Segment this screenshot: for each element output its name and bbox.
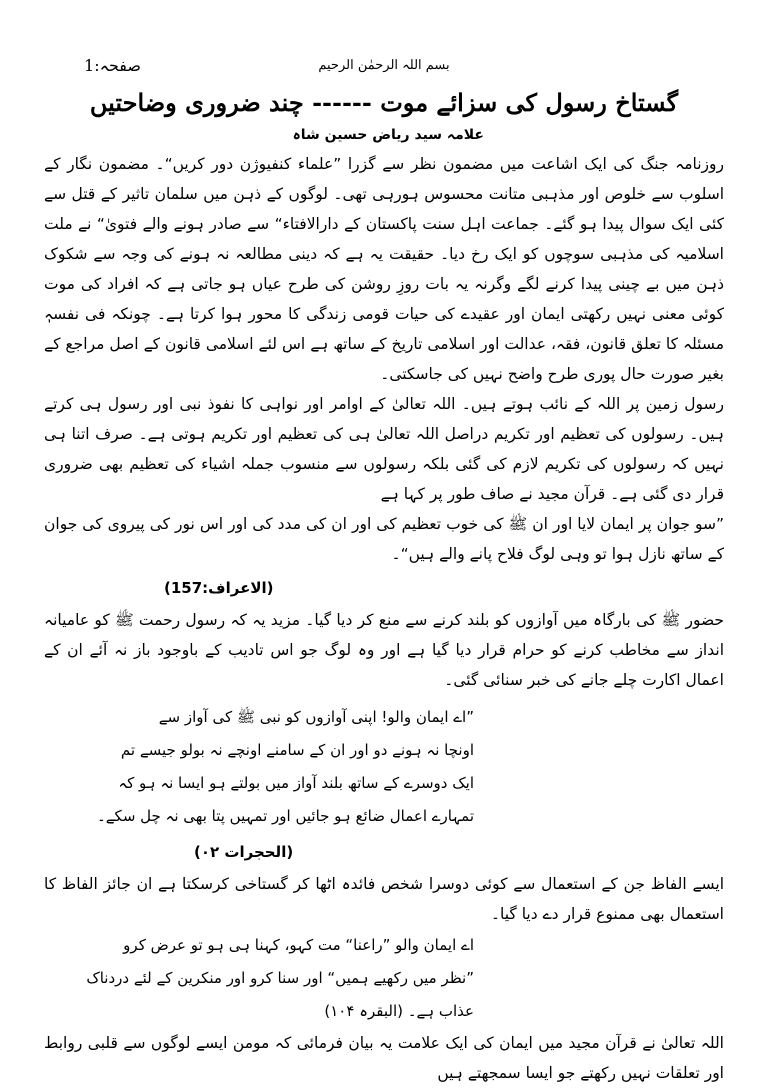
bismillah: بسم اللہ الرحمٰن الرحیم (318, 58, 450, 73)
verse-line: اے ایمان والو ”راعنا“ مت کہو، کہنا ہی ہو تو عرض کرو (123, 936, 474, 954)
page-number: صفحہ:1 (84, 56, 141, 75)
paragraph-intro: روزنامہ جنگ کی ایک اشاعت میں مضمون نظر سے گزرا ”علماء کنفیوژن دور کریں“۔ مضمون نگار کے اسلوب سے خلوص اور مذہبی متانت محسوس ہورہی تھی۔ لوگوں کے ذہن میں سلمان تاثیر کے قتل سے کئی ایک سوال پیدا ہو گئے۔ جماعت اہل سنت پاکستان کے دارالافتاء“ سے صادر ہونے والے فتویٰ“ نے ملت اسلامیہ کی مذہبی سوچوں کو ایک رخ دیا۔ حقیقت یہ ہے کہ دینی مطالعہ نہ ہونے کی وجہ سے شکوک ذہن میں بے چینی پیدا کرنے لگے وگرنہ یہ بات روزِ روشن کی طرح عیاں ہو جاتی ہے کہ افراد کی موت کوئی معنی نہیں رکھتی ایمان اور عقیدے کی حیات قومی زندگی کا محور ہوا کرتا ہے۔ چونکہ فی نفسہٖ مسئلہ کا تعلق قانون، فقہ، عدالت اور اسلامی تاریخ کے ساتھ ہے اس لئے اسلامی قانون کے اصل مراجع کے بغیر صورت حال پوری طرح واضح نہیں کی جاسکتی۔ (44, 155, 724, 383)
verse-line: ”اے ایمان والو! اپنی آوازوں کو نبی ﷺ کی آواز سے (158, 708, 474, 726)
page-header (44, 50, 724, 80)
verse-line (44, 995, 724, 1028)
verse-line: ”نظر میں رکھیے ہمیں“ اور سنا کرو اور منکرین کے لئے دردناک (86, 969, 474, 987)
paragraph-prophets: رسول زمین پر اللہ کے نائب ہوتے ہیں۔ اللہ تعالیٰ کے اوامر اور نواہی کا نفوذ نبی اور رسول ہی کرتے ہیں۔ رسولوں کی تعظیم اور تکریم دراصل اللہ تعالیٰ ہی کی تعظیم اور تکریم ہوتی ہے۔ صرف اتنا ہی نہیں کہ رسولوں کی تکریم لازم کی گئی بلکہ رسولوں سے منسوب جملہ اشیاء کی تعظیم بھی ضروری قرار دی گئی ہے۔ قرآن مجید نے صاف طور پر کہا ہے (44, 395, 724, 503)
paragraph-words: ایسے الفاظ جن کے استعمال سے کوئی دوسرا شخص فائدہ اٹھا کر گستاخی کرسکتا ہے ان جائز الفاظ کا استعمال بھی ممنوع قرار دے دیا گیا۔ (44, 875, 724, 923)
verse-line: تمہارے اعمال ضائع ہو جائیں اور تمہیں پتا بھی نہ چل سکے۔ (96, 807, 474, 825)
verse-line: اونچا نہ ہونے دو اور ان کے سامنے اونچے نہ بولو جیسے تم (120, 741, 474, 759)
reference-araf: (الاعراف:157) (164, 579, 274, 597)
verse-baqarah (44, 929, 724, 1028)
verse-hujurat (44, 701, 724, 833)
verse-line: ایک دوسرے کے ساتھ بلند آواز میں بولتے ہو ایسا نہ ہو کہ (118, 774, 474, 792)
verse-text: عذاب ہے۔ (407, 1002, 474, 1020)
reference-baqarah: (البقرہ ۱۰۴) (324, 1002, 403, 1020)
paragraph-voices: حضور ﷺ کی بارگاہ میں آوازوں کو بلند کرنے سے منع کر دیا گیا۔ مزید یہ کہ رسول رحمت ﷺ کو عامیانہ انداز سے مخاطب کرنے کو حرام قرار دیا گیا ہے اور وہ لوگ جو اس تادیب کے باوجود باز نہ آئے ان کے اعمال اکارت چلے جانے کی خبر سنائی گئی۔ (44, 611, 724, 689)
quote-araf: ”سو جوان پر ایمان لایا اور ان ﷺ کی خوب تعظیم کی اور ان کی مدد کی اور اس نور کی پیروی کی جوان کے ساتھ نازل ہوا تو وہی لوگ فلاح پانے والے ہیں“۔ (44, 515, 724, 563)
article-title: گستاخ رسول کی سزائے موت ------ چند ضروری وضاحتیں (89, 88, 679, 117)
article-author: علامہ سید ریاض حسین شاہ (292, 127, 484, 143)
paragraph-faith: اللہ تعالیٰ نے قرآن مجید میں ایمان کی ایک علامت یہ بیان فرمائی کہ مومن ایسے لوگوں سے قلبی روابط اور تعلقات نہیں رکھتے جو ایسا سمجھتے ہیں (44, 1034, 724, 1082)
reference-hujurat: (الحجرات ۰۲) (194, 843, 294, 861)
